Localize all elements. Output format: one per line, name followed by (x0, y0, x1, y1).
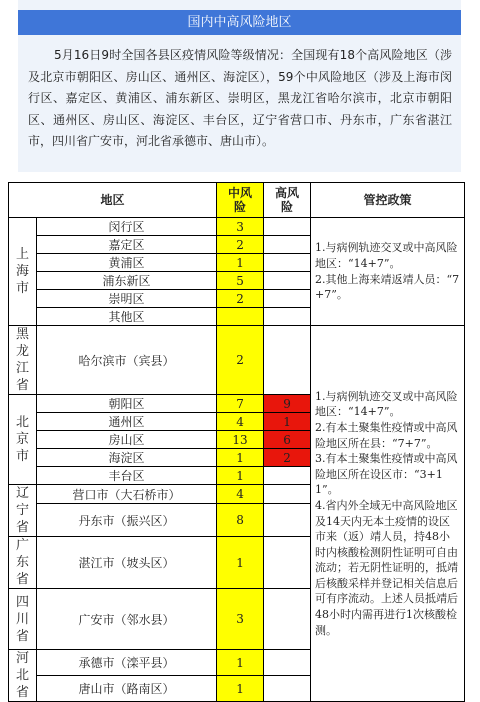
mid-risk-count: 1 (217, 467, 264, 485)
mid-risk-count: 1 (217, 537, 264, 589)
risk-area-table (8, 182, 465, 702)
high-risk-count (264, 537, 311, 589)
high-risk-count (264, 650, 311, 676)
district-cell: 浦东新区 (37, 272, 217, 290)
high-risk-count (264, 272, 311, 290)
high-risk-count: 1 (264, 413, 311, 431)
district-cell: 营口市（大石桥市） (37, 485, 217, 504)
mid-risk-count: 3 (217, 218, 264, 236)
district-cell: 闵行区 (37, 218, 217, 236)
district-cell: 丹东市（振兴区） (37, 504, 217, 537)
province-cell: 辽宁省 (9, 485, 37, 537)
district-cell: 其他区 (37, 308, 217, 326)
policy-item: 3.有本土聚集性疫情或中高风险地区所在设区市：“3+11”。 (315, 452, 458, 497)
district-cell: 朝阳区 (37, 395, 217, 413)
header-mid-risk: 中风 险 (217, 183, 264, 218)
section-title-bar (18, 10, 461, 35)
mid-risk-count: 7 (217, 395, 264, 413)
high-risk-count (264, 236, 311, 254)
table-row (9, 218, 465, 236)
district-cell: 承德市（滦平县） (37, 650, 217, 676)
province-cell: 四川省 (9, 589, 37, 650)
high-risk-count (264, 676, 311, 702)
mid-risk-count: 2 (217, 290, 264, 308)
high-risk-count (264, 326, 311, 395)
mid-risk-count: 1 (217, 449, 264, 467)
high-risk-count (264, 467, 311, 485)
header-high-risk: 高风 险 (264, 183, 311, 218)
intro-paragraph: 5月16日9时全国各县区疫情风险等级情况：全国现有18个高风险地区（涉及北京市朝阳区、房山区、通州区、海淀区），59个中风险地区（涉及上海市闵行区、嘉定区、黄浦区、浦东新区、崇明区，黑龙江省哈尔滨市，北京市朝阳区、通州区、房山区、海淀区、丰台区，辽宁省营口市、丹东市，广东省湛江市，四川省广安市，河北省承德市、唐山市）。 (28, 48, 452, 149)
header-region: 地区 (9, 183, 217, 218)
high-risk-count (264, 254, 311, 272)
district-cell: 唐山市（路南区） (37, 676, 217, 702)
district-cell: 通州区 (37, 413, 217, 431)
policy-item: 2.其他上海来靖返靖人员：“7+7”。 (315, 272, 460, 302)
table-header-row (9, 183, 465, 218)
mid-risk-count: 4 (217, 413, 264, 431)
policy-cell (311, 326, 465, 702)
intro-panel (18, 0, 461, 172)
high-risk-count (264, 218, 311, 236)
district-cell: 丰台区 (37, 467, 217, 485)
district-cell: 房山区 (37, 431, 217, 449)
policy-item: 2.有本土聚集性疫情或中高风险地区所在县：“7+7”。 (315, 420, 458, 450)
mid-risk-count: 2 (217, 236, 264, 254)
mid-risk-count: 1 (217, 254, 264, 272)
header-policy: 管控政策 (311, 183, 465, 218)
mid-risk-count: 5 (217, 272, 264, 290)
high-risk-count: 2 (264, 449, 311, 467)
high-risk-count (264, 504, 311, 537)
high-risk-count: 9 (264, 395, 311, 413)
district-cell: 黄浦区 (37, 254, 217, 272)
mid-risk-count: 13 (217, 431, 264, 449)
policy-item: 4.省内外全域无中高风险地区及14天内无本土疫情的设区市来（返）靖人员，持48小时内核酸检测阴性证明可自由流动；若无阴性证明的，抵靖后核酸采样并登记相关信息后可有序流动。上述人员抵靖后48小时内需再进行1次核酸检测。 (315, 498, 459, 637)
high-risk-count: 6 (264, 431, 311, 449)
policy-item: 1.与病例轨迹交叉或中高风险地区：“14+7”。 (315, 241, 458, 270)
district-cell: 嘉定区 (37, 236, 217, 254)
province-cell: 北京市 (9, 395, 37, 485)
mid-risk-count: 1 (217, 650, 264, 676)
province-cell: 黑龙江省 (9, 326, 37, 395)
table-row (9, 326, 465, 395)
province-cell: 广东省 (9, 537, 37, 589)
policy-cell (311, 218, 465, 326)
high-risk-count (264, 308, 311, 326)
mid-risk-count: 3 (217, 589, 264, 650)
district-cell: 哈尔滨市（宾县） (37, 326, 217, 395)
high-risk-count (264, 485, 311, 504)
district-cell: 广安市（邻水县） (37, 589, 217, 650)
province-cell: 河北省 (9, 650, 37, 702)
mid-risk-count: 1 (217, 676, 264, 702)
district-cell: 崇明区 (37, 290, 217, 308)
mid-risk-count: 2 (217, 326, 264, 395)
high-risk-count (264, 290, 311, 308)
section-title: 国内中高风险地区 (187, 15, 292, 30)
district-cell: 湛江市（坡头区） (37, 537, 217, 589)
mid-risk-count (217, 308, 264, 326)
high-risk-count (264, 589, 311, 650)
mid-risk-count: 4 (217, 485, 264, 504)
province-cell: 上海市 (9, 218, 37, 326)
district-cell: 海淀区 (37, 449, 217, 467)
policy-item: 1.与病例轨迹交叉或中高风险地区：“14+7”。 (315, 389, 458, 419)
mid-risk-count: 8 (217, 504, 264, 537)
